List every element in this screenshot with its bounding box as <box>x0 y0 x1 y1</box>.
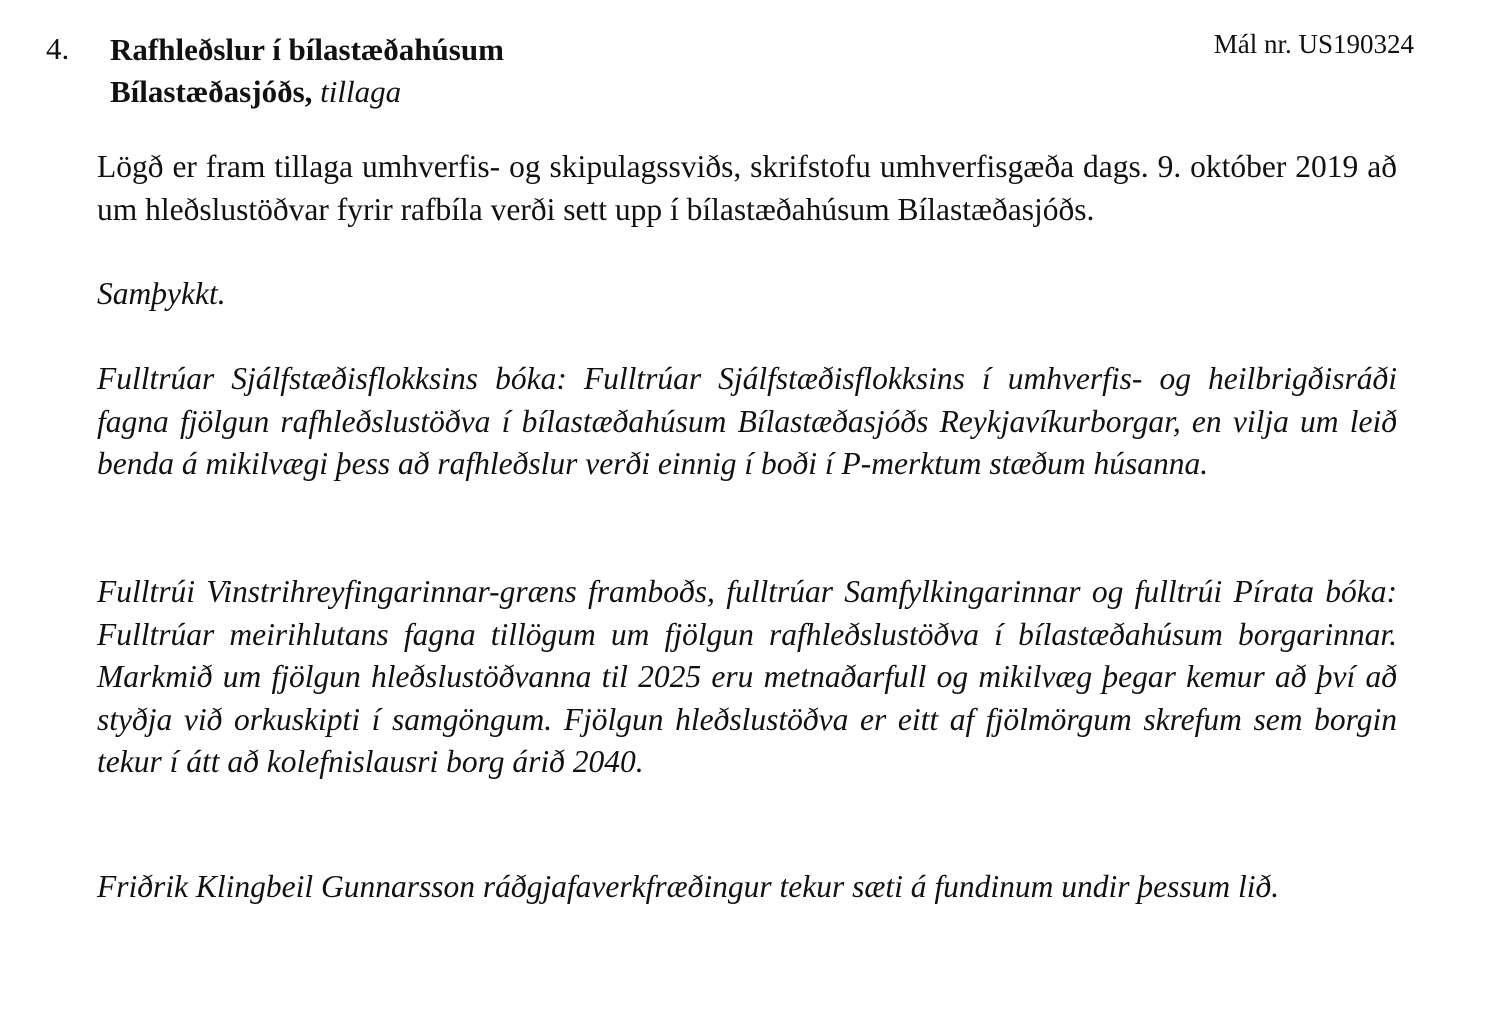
case-number: Mál nr. US190324 <box>1213 29 1414 59</box>
proposal-paragraph: Lögð er fram tillaga umhverfis- og skipulagssviðs, skrifstofu umhverfisgæða dags. 9. október 2019 að um hleðslustöðvar fyrir rafbíla verði sett upp í bílastæðahúsum Bílastæðasjóðs. <box>97 149 1397 227</box>
bokun-paragraph-2: Fulltrúi Vinstrihreyfingarinnar-græns framboðs, fulltrúar Samfylkingarinnar og fulltrúi Pírata bóka: Fulltrúar meirihlutans fagna tillögum um fjölgun rafhleðslustöðva í bílastæðahúsum borgarinnar. Markmið um fjölgun hleðslustöðvanna til 2025 eru metnaðarfull og mikilvæg þegar kemur að því að styðja við orkuskipti í samgöngum. Fjölgun hleðslustöðva er eitt af fjölmörgum skrefum sem borgin tekur í átt að kolefnislausri borg árið 2040. <box>97 574 1397 779</box>
title-line-1: Rafhleðslur í bílastæðahúsum <box>110 32 504 67</box>
bokun-paragraph-1: Fulltrúar Sjálfstæðisflokksins bóka: Fulltrúar Sjálfstæðisflokksins í umhverfis- og heilbrigðisráði fagna fjölgun rafhleðslustöðva í bílastæðahúsum Bílastæðasjóðs Reykjavíkurborgar, en vilja um leið benda á mikilvægi þess að rafhleðslur verði einnig í boði í P-merktum stæðum húsanna. <box>97 361 1397 481</box>
title-line-2-bold: Bílastæðasjóðs, <box>110 74 313 109</box>
title-type: tillaga <box>320 74 402 109</box>
attendance-note: Friðrik Klingbeil Gunnarsson ráðgjafaverkfræðingur tekur sæti á fundinum undir þessum lið. <box>97 869 1280 904</box>
decision-text: Samþykkt. <box>97 276 226 311</box>
agenda-item-title <box>110 29 810 113</box>
title-line-2 <box>110 71 810 113</box>
agenda-item-number: 4. <box>46 31 70 66</box>
